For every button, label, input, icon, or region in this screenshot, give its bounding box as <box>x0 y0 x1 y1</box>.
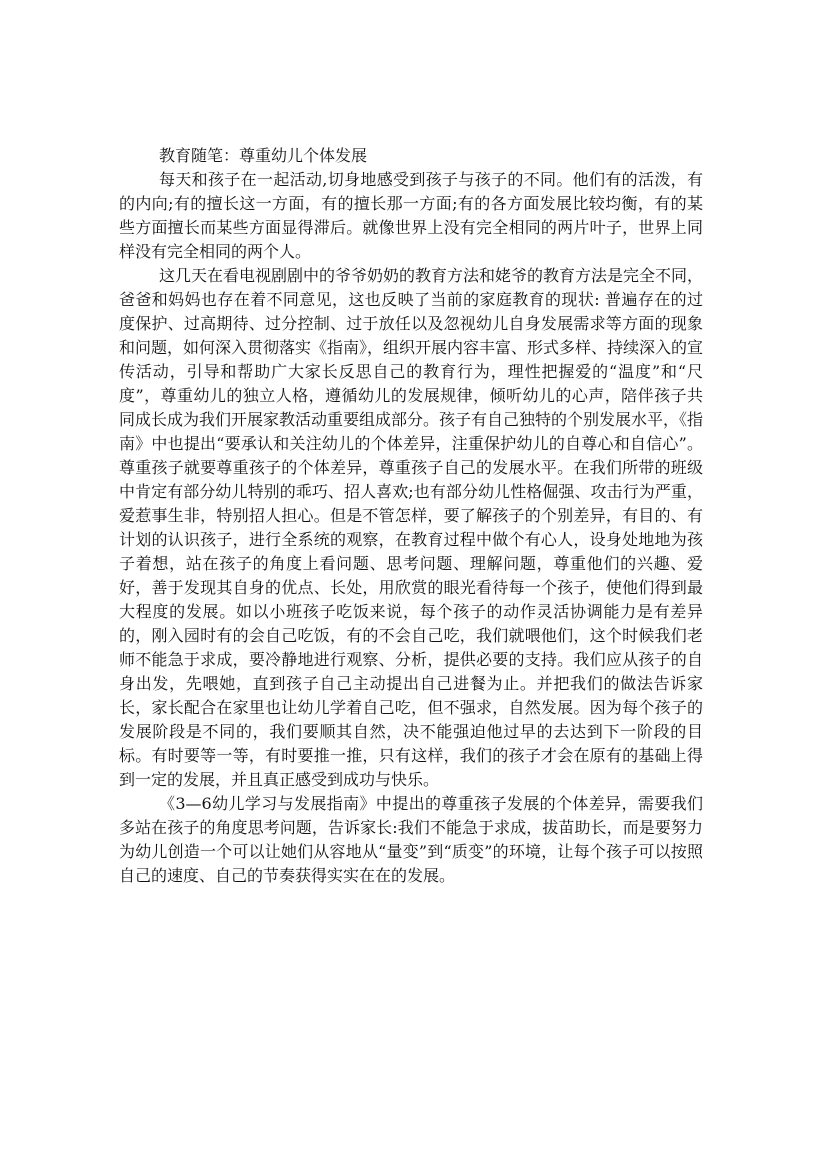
document-title: 教育随笔：尊重幼儿个体发展 <box>159 146 368 165</box>
document-body <box>119 144 703 888</box>
paragraph-family-education: 这几天在看电视剧剧中的爷爷奶奶的教育方法和姥爷的教育方法是完全不同，爸爸和妈妈也存在着不同意见，这也反映了当前的家庭教育的现状: 普遍存在的过度保护、过高期待、过分控制、过于放任以及忽视幼儿自身发展需求等方面的现象和问题，如何深入贯彻落实《指南》，组织开展内容丰富、形式多样、持续深入的宣传活动，引导和帮助广大家长反思自己的教育行为，理性把握爱的“温度”和“尺度”，尊重幼儿的独立人格，遵循幼儿的发展规律，倾听幼儿的心声，陪伴孩子共同成长成为我们开展家教活动重要组成部分。孩子有自己独特的个别发展水平，《指南》中也提出“要承认和关注幼儿的个体差异，注重保护幼儿的自尊心和自信心”。尊重孩子就要尊重孩子的个体差异，尊重孩子自己的发展水平。在我们所带的班级中肯定有部分幼儿特别的乖巧、招人喜欢;也有部分幼儿性格倔强、攻击行为严重，爱惹事生非，特别招人担心。但是不管怎样，要了解孩子的个别差异，有目的、有计划的认识孩子，进行全系统的观察，在教育过程中做个有心人，设身处地地为孩子着想，站在孩子的角度上看问题、思考问题、理解问题，尊重他们的兴趣、爱好，善于发现其自身的优点、长处，用欣赏的眼光看待每一个孩子，使他们得到最大程度的发展。如以小班孩子吃饭来说，每个孩子的动作灵活协调能力是有差异的，刚入园时有的会自己吃饭，有的不会自己吃，我们就喂他们，这个时候我们老师不能急于求成，要冷静地进行观察、分析，提供必要的支持。我们应从孩子的自身出发，先喂她，直到孩子自己主动提出自己进餐为止。并把我们的做法告诉家长，家长配合在家里也让幼儿学着自己吃，但不强求，自然发展。因为每个孩子的发展阶段是不同的，我们要顺其自然，决不能强迫他过早的去达到下一阶段的目标。有时要等一等，有时要推一推，只有这样，我们的孩子才会在原有的基础上得到一定的发展，并且真正感受到成功与快乐。 <box>119 266 704 789</box>
paragraph-guideline-conclusion: 《3—6幼儿学习与发展指南》中提出的尊重孩子发展的个体差异，需要我们多站在孩子的角度思考问题，告诉家长:我们不能急于求成，拔苗助长，而是要努力为幼儿创造一个可以让她们从容地从“量变”到“质变”的环境，让每个孩子可以按照自己的速度、自己的节奏获得实实在在的发展。 <box>119 794 703 885</box>
paragraph-daily-observation: 每天和孩子在一起活动,切身地感受到孩子与孩子的不同。他们有的活泼，有的内向;有的擅长这一方面，有的擅长那一方面;有的各方面发展比较均衡，有的某些方面擅长而某些方面显得滞后。就像世界上没有完全相同的两片叶子，世界上同样没有完全相同的两个人。 <box>119 170 703 261</box>
